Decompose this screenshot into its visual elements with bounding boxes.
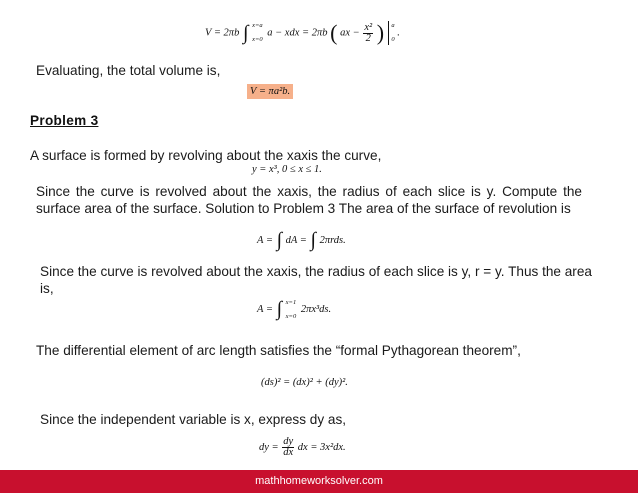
eq7-lhs: dy = (259, 441, 279, 453)
paragraph-arc-length: The differential element of arc length satisfies the “formal Pythagorean theorem”, (36, 343, 521, 358)
paragraph-surface-formed: A surface is formed by revolving about the xaxis the curve, (30, 148, 382, 163)
problem-heading: Problem 3 (30, 113, 99, 128)
eq1-tail: . (397, 27, 400, 39)
eq7-rhs: dx = 3x²dx. (297, 441, 346, 453)
eq1-open-paren: ( (330, 20, 338, 45)
integral-sign-icon: ∫ (276, 229, 283, 251)
eq1-upper-limit: x=a (252, 22, 263, 29)
eq1-fraction (363, 23, 373, 44)
eq1-integrand: a − xdx = 2πb (267, 27, 328, 39)
footer-site-link[interactable]: mathhomeworksolver.com (255, 475, 383, 487)
eq1-lhs: V = 2πb (205, 27, 240, 39)
eq1-close-paren: ) (376, 20, 385, 45)
eq7-frac-denominator: dx (283, 447, 294, 458)
eq1-eval-limits (391, 22, 394, 44)
eq5-limits (286, 299, 297, 321)
footer-bar (0, 470, 638, 493)
eq1-eval-upper: a (391, 22, 395, 29)
paragraph-evaluating: Evaluating, the total volume is, (36, 63, 221, 78)
eq5-rhs: 2πx³ds. (300, 303, 332, 315)
paragraph-independent-variable: Since the independent variable is x, express dy as, (40, 412, 347, 427)
eq4-lhs: A = (257, 234, 273, 246)
integral-sign-icon: ∫ (242, 21, 249, 44)
eq1-eval-lower: 0 (391, 36, 395, 43)
integral-sign-icon: ∫ (276, 298, 283, 320)
area-definite-integral (257, 298, 331, 321)
pythagorean-equation: (ds)² = (dx)² + (dy)². (261, 377, 348, 388)
eq1-frac-numerator: x² (364, 21, 373, 33)
eq1-limits (252, 22, 263, 44)
eq4-rhs: 2πrds. (319, 234, 346, 246)
eq4-mid: dA = (285, 234, 307, 246)
highlighted-result: V = πa²b. (247, 84, 293, 99)
paragraph-thus-area: Since the curve is revolved about the xaxis, the radius of each slice is y, r = y. Thus the area is, (40, 264, 592, 296)
eq1-term: ax − (340, 27, 360, 39)
surface-area-integral (257, 229, 346, 252)
eq5-upper-limit: x=1 (285, 298, 297, 306)
eq7-fraction (282, 437, 294, 458)
integral-sign-icon: ∫ (310, 229, 316, 251)
volume-integral-equation (205, 20, 400, 46)
eq1-frac-denominator: 2 (365, 32, 371, 44)
eq1-lower-limit: x=0 (252, 36, 263, 43)
eq5-lhs: A = (257, 303, 273, 315)
eq1-eval-bar (388, 21, 389, 45)
eq7-frac-numerator: dy (283, 436, 294, 447)
curve-equation: y = x³, 0 ≤ x ≤ 1. (252, 164, 322, 175)
paragraph-radius-compute: Since the curve is revolved about the xaxis, the radius of each slice is y. Compute the surface area of the surface. Solution to Problem 3 The area of the surface of revolution is (36, 184, 582, 216)
volume-result-equation (247, 86, 293, 97)
eq5-lower-limit: x=0 (285, 312, 297, 320)
dy-derivative-equation (259, 437, 346, 458)
